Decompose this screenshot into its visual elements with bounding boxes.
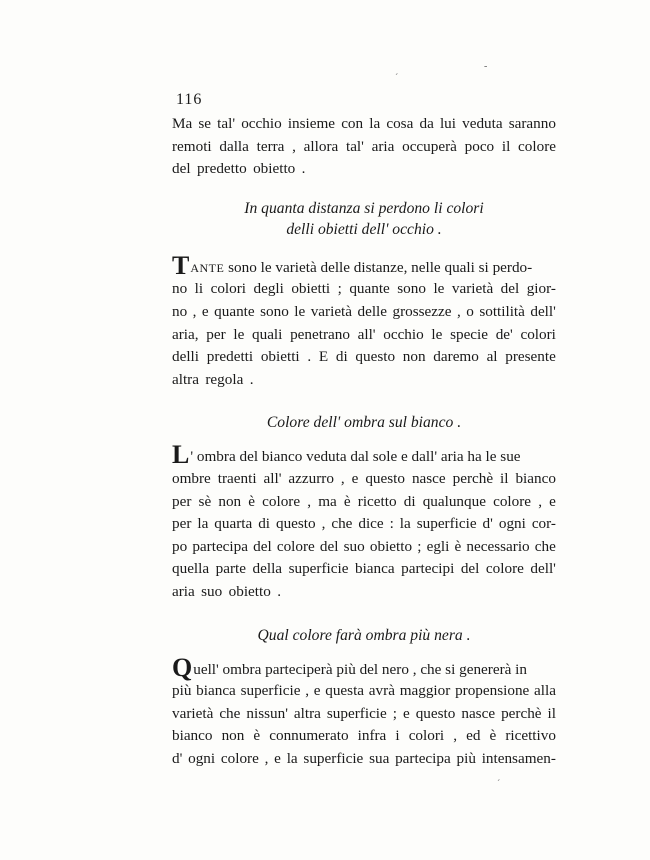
text-line: aria suo obietto . <box>172 582 281 600</box>
section-heading: In quanta distanza si perdono li colori <box>244 199 484 217</box>
text-line: più bianca superficie , e questa avrà maggior propensione alla <box>172 682 556 700</box>
text-line <box>172 250 556 280</box>
text-line: d' ogni colore , e la superficie sua partecipa più intensamen- <box>172 749 556 767</box>
speck-mark: ´ <box>497 779 501 790</box>
section-heading: Qual colore farà ombra più nera . <box>257 626 471 644</box>
line-text: uell' ombra parteciperà più del nero , che si genererà in <box>193 660 527 678</box>
text-line: del predetto obietto . <box>172 160 306 178</box>
drop-cap: Q <box>172 652 193 682</box>
apostrophe: ' <box>190 448 194 466</box>
speck-mark: ´ <box>395 73 399 84</box>
section-heading: delli obietti dell' occhio . <box>286 220 442 238</box>
paragraph-shadow-on-white <box>172 440 556 603</box>
drop-cap: L <box>172 440 190 470</box>
text-line: no , e quante sono le varietà delle grossezze , o sottilità dell' <box>172 302 556 320</box>
text-line: altra regola . <box>172 370 254 388</box>
text-line <box>172 652 556 682</box>
text-line <box>172 440 556 470</box>
text-line: per sè non è colore , ma è ricetto di qualunque colore , e <box>172 492 556 510</box>
book-page <box>172 90 556 770</box>
text-line: remoti dalla terra , allora tal' aria occuperà poco il colore <box>172 137 556 155</box>
text-line: per la quarta di questo , che dice : la superficie d' ogni cor- <box>172 515 556 533</box>
section-heading: Colore dell' ombra sul bianco . <box>266 414 462 432</box>
text-line: quella parte della superficie bianca partecipi del colore dell' <box>172 560 556 578</box>
text-line: Ma se tal' occhio insieme con la cosa da lui veduta saranno <box>172 115 556 132</box>
paragraph-darkest-shadow <box>172 652 556 771</box>
text-line: ombre traenti all' azzurro , e questo nasce perchè il bianco <box>172 469 556 487</box>
page-number: 116 <box>176 91 203 108</box>
line-text: ombra del bianco veduta dal sole e dall' aria ha le sue <box>196 448 521 466</box>
speck-mark: - <box>484 61 488 72</box>
text-line: delli predetti obietti . E di questo non daremo al presente <box>172 348 556 366</box>
small-caps: ANTE <box>190 260 225 275</box>
text-line: po partecipa del colore del suo obietto ; egli è necessario che <box>172 537 556 555</box>
line-text: sono le varietà delle distanze, nelle quali si perdo- <box>228 258 533 276</box>
text-line: bianco non è connumerato infra i colori , ed è ricettivo <box>172 727 556 745</box>
drop-cap: T <box>172 250 190 280</box>
text-line: varietà che nissun' altra superficie ; e questo nasce perchè il <box>172 704 556 722</box>
intro-paragraph <box>172 113 556 181</box>
text-line: aria, per le quali penetrano all' occhio le specie de' colori <box>172 325 556 343</box>
text-line: no li colori degli obietti ; quante sono le varietà del gior- <box>172 280 556 298</box>
paragraph-distances <box>172 250 556 392</box>
